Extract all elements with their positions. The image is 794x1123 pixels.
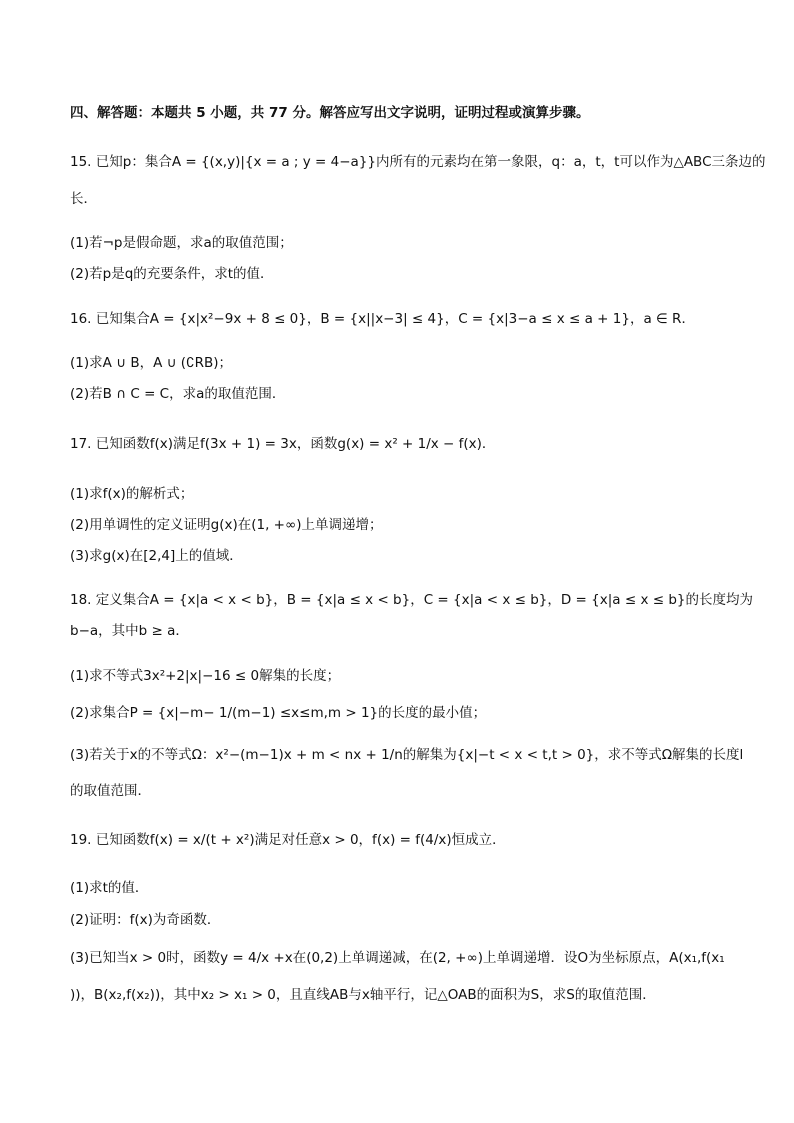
q19-stem-line-1: 19. 已知函数f(x) = x/(t + x²)满足对任意x > 0，f(x) = f(4/x)恒成立． bbox=[70, 832, 506, 848]
section-heading: 四、解答题：本题共 5 小题，共 77 分。解答应写出文字说明，证明过程或演算步骤。 bbox=[70, 105, 590, 121]
q18-part-1: (1)求不等式3x²+2|x|−16 ≤ 0解集的长度； bbox=[70, 668, 341, 684]
q18-part-3-line-2: 的取值范围． bbox=[70, 783, 151, 799]
q18-stem-line-2: b−a，其中b ≥ a． bbox=[70, 623, 189, 639]
q17-stem-line-1: 17. 已知函数f(x)满足f(3x + 1) = 3x，函数g(x) = x² + 1/x − f(x)． bbox=[70, 436, 496, 452]
q15-stem-line-1: 15. 已知p：集合A = {(x,y)|{x = a ; y = 4−a}}内所有的元素均在第一象限，q：a，t，t可以作为△ABC三条边的 bbox=[70, 154, 766, 170]
q19-part-3-line-1: (3)已知当x > 0时，函数y = 4/x +x在(0,2)上单调递减，在(2, +∞)上单调递增．设O为坐标原点，A(x₁,f(x₁ bbox=[70, 950, 725, 966]
q16-part-1: (1)求A ∪ B，A ∪ (∁RB)； bbox=[70, 355, 233, 371]
q15-stem-line-2: 长． bbox=[70, 191, 97, 207]
q15-part-2: (2)若p是q的充要条件，求t的值． bbox=[70, 266, 274, 282]
q19-part-3-line-2: ))，B(x₂,f(x₂))，其中x₂ > x₁ > 0，且直线AB与x轴平行，记△OAB的面积为S，求S的取值范围． bbox=[70, 987, 656, 1003]
q16-part-2: (2)若B ∩ C = C，求a的取值范围． bbox=[70, 386, 286, 402]
q15-part-1: (1)若¬p是假命题，求a的取值范围； bbox=[70, 235, 293, 251]
q17-part-1: (1)求f(x)的解析式； bbox=[70, 486, 194, 502]
q18-part-3-line-1: (3)若关于x的不等式Ω：x²−(m−1)x + m < nx + 1/n的解集为{x|−t < x < t,t > 0}，求不等式Ω解集的长度l bbox=[70, 747, 744, 763]
q16-stem-line-1: 16. 已知集合A = {x|x²−9x + 8 ≤ 0}，B = {x||x−3| ≤ 4}，C = {x|3−a ≤ x ≤ a + 1}，a ∈ R． bbox=[70, 311, 695, 327]
q17-part-2: (2)用单调性的定义证明g(x)在(1, +∞)上单调递增； bbox=[70, 517, 383, 533]
q19-part-2: (2)证明：f(x)为奇函数． bbox=[70, 912, 221, 928]
q17-part-3: (3)求g(x)在[2,4]上的值域． bbox=[70, 548, 243, 564]
q18-part-2: (2)求集合P = {x|−m− 1/(m−1) ≤x≤m,m > 1}的长度的最小值； bbox=[70, 705, 487, 721]
q18-stem-line-1: 18. 定义集合A = {x|a < x < b}，B = {x|a ≤ x < b}，C = {x|a < x ≤ b}，D = {x|a ≤ x ≤ b}的长度均为 bbox=[70, 592, 753, 608]
q19-part-1: (1)求t的值． bbox=[70, 880, 149, 896]
